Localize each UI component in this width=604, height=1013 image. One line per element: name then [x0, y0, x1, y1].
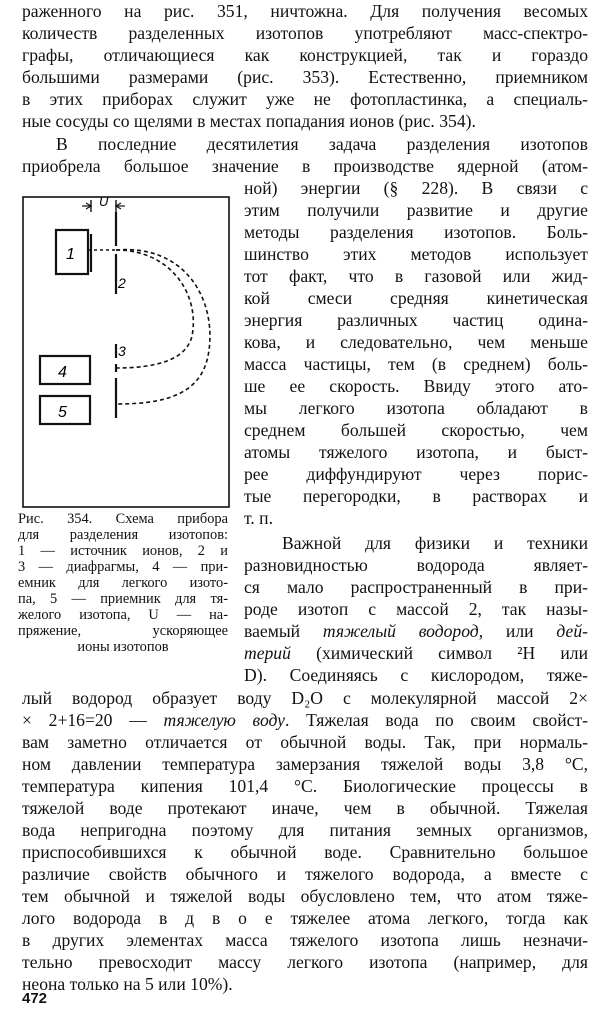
ion-path-heavy — [116, 250, 210, 404]
text-line: ся мало распространенный в при- — [244, 577, 588, 597]
text-line: мы легкого изотопа обладают в — [244, 398, 588, 418]
text-line: графы, отличающиеся как конструкцией, так и гораздо — [22, 45, 588, 65]
receiver-heavy-label: 5 — [58, 404, 67, 421]
diaphragm-2-label: 2 — [118, 275, 126, 291]
text-line: методы разделения изотопов. Боль- — [244, 222, 588, 242]
text-line: температура кипения 101,4 °С. Биологические процессы в — [22, 776, 588, 796]
text-line — [22, 709, 588, 731]
text-line — [244, 642, 588, 664]
text-line: количеств разделенных изотопов употребляют масс-спектро- — [22, 23, 588, 43]
text-line: шинство этих методов использует — [244, 244, 588, 264]
figure-caption-line: для разделения изотопов: — [18, 527, 228, 543]
text-fragment: ваемый — [244, 621, 323, 641]
text-line: энергия различных частиц одина- — [244, 310, 588, 330]
term-heavy-hydrogen: тяжелый водород — [322, 621, 479, 641]
ion-source-label: 1 — [66, 246, 75, 263]
text-line: раженного на рис. 351, ничтожна. Для получения весомых — [22, 1, 588, 21]
text-line: тые перегородки, в растворах и — [244, 486, 588, 506]
figure-caption-line: Рис. 354. Схема прибора — [18, 511, 228, 527]
text-line: неона только на 5 или 10%). — [22, 974, 233, 994]
text-line: вам заметно отличается от обычной воды. Так, при нормаль- — [22, 732, 588, 752]
voltage-label: U — [99, 196, 109, 209]
figure-caption-line: пряжение, ускоряющее — [18, 623, 228, 639]
diaphragm-3-label: 3 — [118, 343, 126, 359]
figure-caption-line: па, 5 — приемник для тя- — [18, 591, 228, 607]
text-line: ше ее скорость. Ввиду этого ато- — [244, 376, 588, 396]
paragraph-start: Важной для физики и техники — [282, 533, 588, 553]
text-line: лого водорода в д в о е тяжелее атома легкого, тогда как — [22, 908, 588, 928]
page-number: 472 — [22, 990, 48, 1007]
text-line: вода непригодна поэтому для питания земных организмов, — [22, 820, 588, 840]
text-line: приспособившихся к обычной воде. Сравнительно большое — [22, 842, 588, 862]
term-deuterium-part: дей- — [556, 621, 588, 641]
isotope-separator-diagram — [22, 196, 230, 508]
text-fragment: , или — [478, 621, 557, 641]
term-heavy-water: тяжелую воду — [163, 710, 285, 730]
text-line: лый водород образует воду D₂O с молекулярной массой 2× — [22, 688, 588, 708]
paragraph-start: В последние десятилетия задача разделения изотопов — [56, 134, 588, 154]
figure-caption-line: желого изотопа, U — на- — [18, 607, 228, 623]
receiver-light-label: 4 — [58, 364, 67, 381]
term-deuterium-end: терий — [244, 643, 291, 663]
text-line: этим получили развитие и другие — [244, 200, 588, 220]
text-line: масса частицы, тем (в среднем) боль- — [244, 354, 588, 374]
text-line: разновидностью водорода являет- — [244, 555, 588, 575]
ion-path-light — [116, 250, 193, 368]
text-line: различие свойств обычного и тяжелого водорода, а вместе с — [22, 864, 588, 884]
text-line — [244, 620, 588, 642]
text-line: в других элементах масса тяжелого изотопа лишь незначи- — [22, 930, 588, 950]
text-fragment: . Тяжелая вода по своим свойст- — [284, 710, 588, 730]
figure-caption-line: 1 — источник ионов, 2 и — [18, 543, 228, 559]
figure-isotope-separator — [22, 196, 230, 508]
text-line: приобрела большое значение в производстве ядерной (атом- — [22, 156, 588, 176]
figure-frame — [23, 197, 229, 507]
text-line: кой смеси средняя кинетическая — [244, 288, 588, 308]
text-line: тяжелой воде протекают иначе, чем в обычной. Тяжелая — [22, 798, 588, 818]
figure-caption-line: ионы изотопов — [77, 639, 169, 655]
text-line: атомы тяжелого изотопа, и быст- — [244, 442, 588, 462]
text-line: ном давлении температура замерзания тяжелой воды 3,8 °С, — [22, 754, 588, 774]
text-line: ной) энергии (§ 228). В связи с — [244, 178, 588, 198]
text-line: роде изотоп с массой 2, так назы- — [244, 599, 588, 619]
text-line: ные сосуды со щелями в местах попадания ионов (рис. 354). — [22, 111, 476, 131]
text-line: среднем большей скоростью, чем — [244, 420, 588, 440]
figure-caption-line: емник для легкого изото- — [18, 575, 228, 591]
text-line: тот факт, что в газовой или жид- — [244, 266, 588, 286]
text-line: кова, и следовательно, чем меньше — [244, 332, 588, 352]
text-line: в этих приборах служит уже не фотопластинка, а специаль- — [22, 89, 588, 109]
text-line: большими размерами (рис. 353). Естественно, приемником — [22, 67, 588, 87]
text-fragment: (химический символ ²H или — [290, 643, 588, 663]
text-line: тем обычной и тяжелой воды обусловлено тем, что атом тяже- — [22, 886, 588, 906]
text-line: т. п. — [244, 508, 273, 528]
text-line: рее диффундируют через порис- — [244, 464, 588, 484]
figure-caption-line: 3 — диафрагмы, 4 — при- — [18, 559, 228, 575]
text-line: D). Соединяясь с кислородом, тяже- — [244, 665, 588, 685]
text-line: тельно превосходит массу легкого изотопа (например, для — [22, 952, 588, 972]
text-fragment: × 2+16=20 — — [22, 710, 164, 730]
